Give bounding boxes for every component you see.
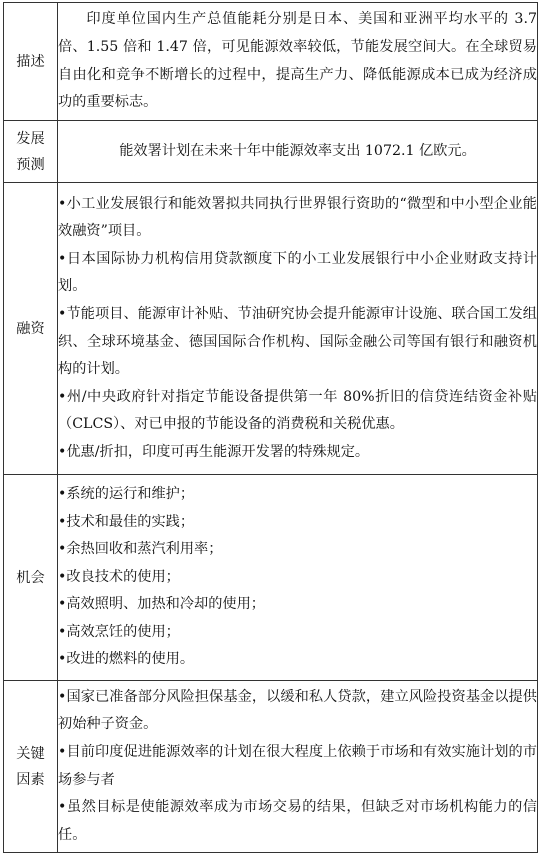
list-item: •优惠/折扣，印度可再生能源开发署的特殊规定。 [58, 443, 370, 460]
row-label [4, 3, 58, 121]
row-opportunities [4, 475, 538, 681]
row-label-text: 预测 [16, 156, 45, 173]
list-item: •州/中央政府针对指定节能设备提供第一年 80%折旧的信贷连结资金补贴（CLCS）、对已申报的节能设备的消费税和关税优惠。 [58, 388, 537, 433]
list-item: •日本国际协力机构信用贷款额度下的小工业发展银行中小企业财政支持计划。 [58, 250, 537, 295]
list-item: •系统的运行和维护； [58, 485, 195, 502]
row-label-text: 关键 [16, 745, 45, 762]
row-label-text: 因素 [16, 771, 45, 788]
row-key-factors [4, 681, 538, 853]
row-content [58, 183, 538, 475]
row-description [4, 3, 538, 121]
list-item: •高效照明、加热和冷却的使用； [58, 596, 265, 613]
list-item: •虽然目标是使能源效率成为市场交易的结果，但缺乏对市场机构能力的信任。 [58, 799, 537, 843]
row-financing [4, 183, 538, 475]
row-label-text: 融资 [16, 320, 45, 337]
row-label [4, 183, 58, 475]
energy-efficiency-table [3, 2, 538, 853]
list-item: •改进的燃料的使用。 [58, 651, 195, 668]
list-item: •国家已准备部分风险担保基金，以缓和私人贷款，建立风险投资基金以提供初始种子资金。 [58, 688, 537, 733]
row-content [58, 121, 538, 183]
list-item: •高效烹饪的使用； [58, 623, 180, 640]
row-label [4, 475, 58, 681]
row-label [4, 681, 58, 853]
list-item: •小工业发展银行和能效署拟共同执行世界银行资助的“微型和中小型企业能效融资”项目。 [58, 195, 537, 240]
row-content [58, 3, 538, 121]
list-item: •节能项目、能源审计补贴、节油研究协会提升能源审计设施、联合国工发组织、全球环境基金、德国国际合作机构、国际金融公司等国有银行和融资机构的计划。 [58, 305, 537, 378]
list-item: •余热回收和蒸汽利用率； [58, 541, 223, 558]
row-content [58, 681, 538, 853]
row-label-text: 发展 [16, 130, 45, 147]
row-label [4, 121, 58, 183]
list-item: •改良技术的使用； [58, 568, 180, 585]
row-label-text: 机会 [16, 569, 45, 586]
row-label-text: 描述 [16, 53, 45, 70]
forecast-text: 能效署计划在未来十年中能源效率支出 1072.1 亿欧元。 [119, 142, 476, 159]
row-content [58, 475, 538, 681]
list-item: •技术和最佳的实践； [58, 513, 195, 530]
row-forecast [4, 121, 538, 183]
description-paragraph: 印度单位国内生产总值能耗分别是日本、美国和亚洲平均水平的 3.7 倍、1.55 倍和 1.47 倍，可见能源效率较低，节能发展空间大。在全球贸易自由化和竞争不断增长的过程中，提高生产力、降低能源成本已成为经济成功的重要标志。 [58, 11, 537, 111]
list-item: •目前印度促进能源效率的计划在很大程度上依赖于市场和有效实施计划的市场参与者 [58, 743, 537, 788]
